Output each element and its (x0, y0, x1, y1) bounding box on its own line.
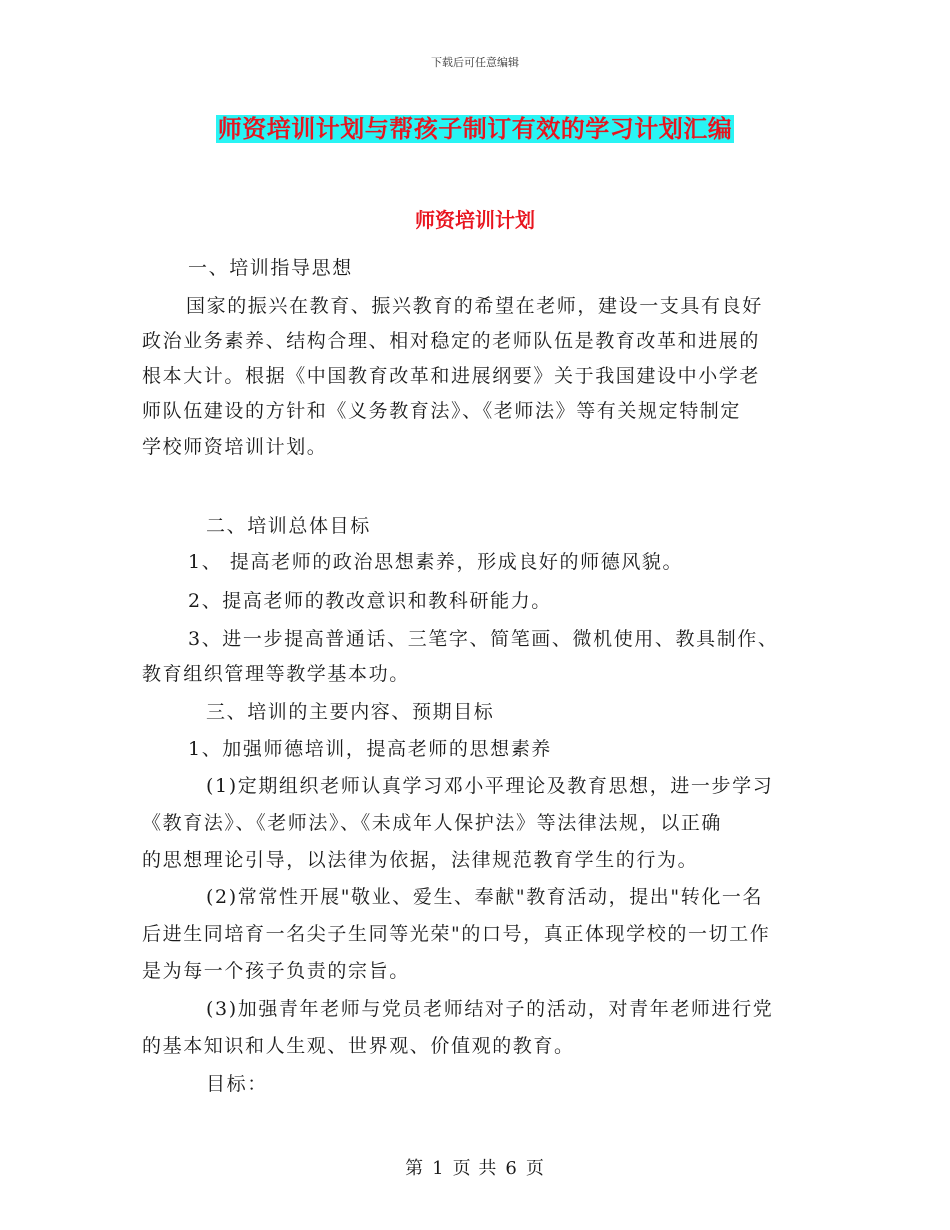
section-title: 师资培训计划 (415, 208, 535, 232)
list-item: (1)定期组织老师认真学习邓小平理论及教育思想，进一步学习 (206, 775, 774, 797)
footer-middle: 页 共 (452, 1158, 498, 1179)
list-item: 3、进一步提高普通话、三笔字、简笔画、微机使用、教具制作、 (188, 628, 779, 650)
paragraph-line: 教育组织管理等教学基本功。 (142, 663, 410, 685)
paragraph-line: 国家的振兴在教育、振兴教育的希望在老师，建设一支具有良好 (186, 295, 763, 317)
goal-label: 目标： (206, 1073, 268, 1095)
paragraph-line: 后进生同培育一名尖子生同等光荣"的口号，真正体现学校的一切工作 (142, 923, 771, 945)
footer-suffix: 页 (525, 1158, 545, 1179)
list-item: 1、 提高老师的政治思想素养，形成良好的师德风貌。 (188, 551, 684, 573)
list-item: (3)加强青年老师与党员老师结对子的活动，对青年老师进行党 (206, 998, 774, 1020)
paragraph-line: 师队伍建设的方针和《义务教育法》、《老师法》等有关规定特制定 (142, 400, 742, 422)
list-item: 2、提高老师的教改意识和教科研能力。 (188, 590, 552, 612)
paragraph-line: 《教育法》、《老师法》、《未成年人保护法》等法律法规，以正确 (142, 812, 723, 834)
paragraph-line: 的思想理论引导，以法律为依据，法律规范教育学生的行为。 (142, 849, 699, 871)
page-number: 1 (432, 1158, 445, 1179)
page-total: 6 (505, 1158, 518, 1179)
page-footer (0, 1154, 950, 1180)
heading-guiding-thought: 一、培训指导思想 (188, 257, 353, 279)
document-title-text: 师资培训计划与帮孩子制订有效的学习计划汇编 (217, 115, 733, 143)
header-note: 下载后可任意编辑 (431, 56, 519, 69)
document-title (0, 114, 950, 144)
footer-prefix: 第 (405, 1158, 425, 1179)
heading-main-content: 三、培训的主要内容、预期目标 (206, 701, 495, 723)
paragraph-line: 学校师资培训计划。 (142, 436, 328, 458)
heading-overall-goal: 二、培训总体目标 (206, 515, 371, 537)
paragraph-line: 根本大计。根据《中国教育改革和进展纲要》关于我国建设中小学老 (142, 365, 761, 387)
paragraph-line: 是为每一个孩子负责的宗旨。 (142, 960, 410, 982)
list-item: (2)常常性开展"敬业、爱生、奉献"教育活动，提出"转化一名 (206, 886, 764, 908)
list-item: 1、加强师德培训，提高老师的思想素养 (188, 738, 552, 760)
paragraph-line: 的基本知识和人生观、世界观、价值观的教育。 (142, 1035, 575, 1057)
paragraph-line: 政治业务素养、结构合理、相对稳定的老师队伍是教育改革和进展的 (142, 330, 761, 352)
